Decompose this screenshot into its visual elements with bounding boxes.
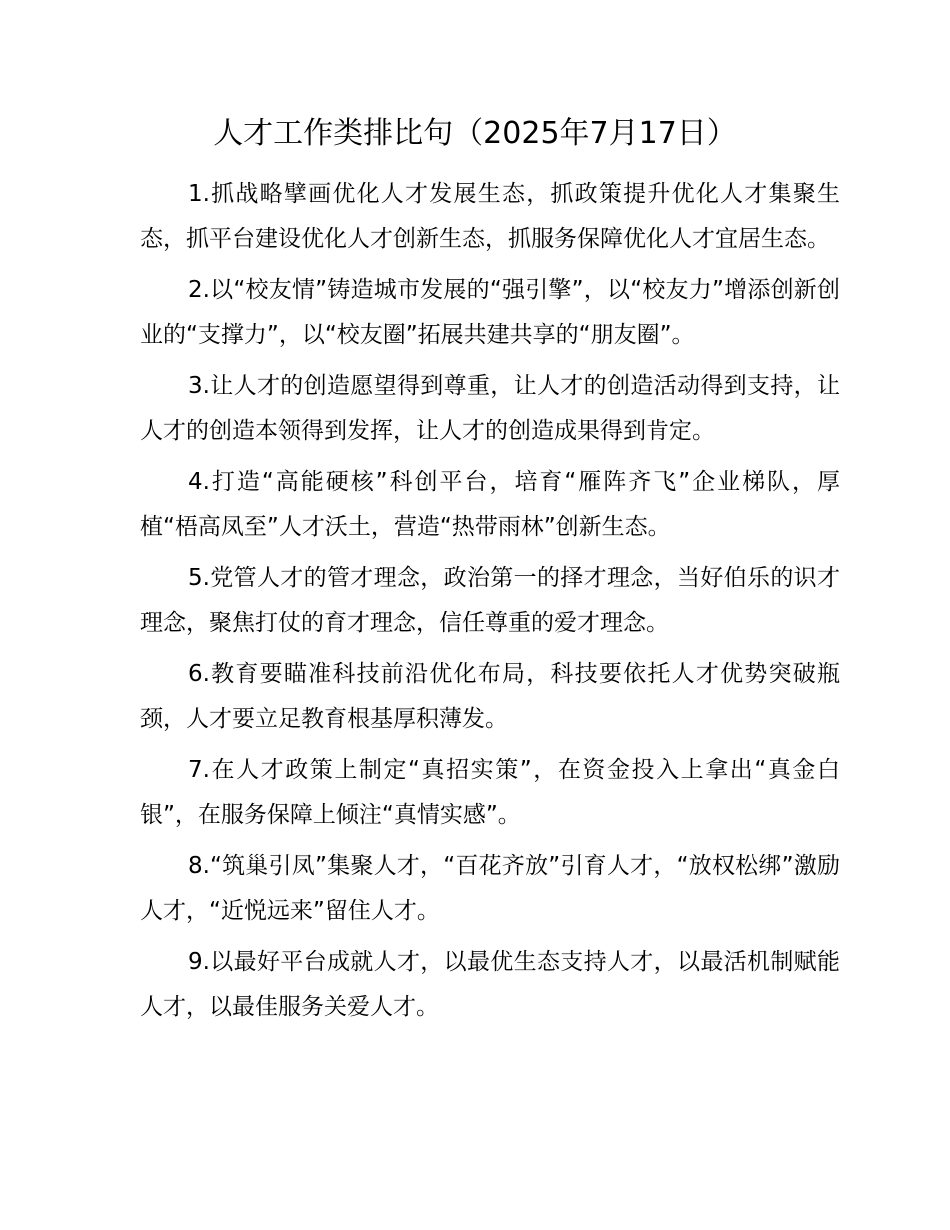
list-item: 1.抓战略擘画优化人才发展生态，抓政策提升优化人才集聚生态，抓平台建设优化人才创新生态，抓服务保障优化人才宜居生态。 xyxy=(140,181,840,252)
list-item: 3.让人才的创造愿望得到尊重，让人才的创造活动得到支持，让人才的创造本领得到发挥，让人才的创造成果得到肯定。 xyxy=(140,373,840,444)
list-item: 4.打造“高能硬核”科创平台，培育“雁阵齐飞”企业梯队，厚植“梧高凤至”人才沃土，营造“热带雨林”创新生态。 xyxy=(140,469,840,540)
list-item: 7.在人才政策上制定“真招实策”，在资金投入上拿出“真金白银”，在服务保障上倾注“真情实感”。 xyxy=(140,757,840,828)
list-item: 2.以“校友情”铸造城市发展的“强引擎”，以“校友力”增添创新创业的“支撑力”，以“校友圈”拓展共建共享的“朋友圈”。 xyxy=(140,277,840,348)
list-item: 8.“筑巢引凤”集聚人才，“百花齐放”引育人才，“放权松绑”激励人才，“近悦远来”留住人才。 xyxy=(140,853,840,924)
list-item: 5.党管人才的管才理念，政治第一的择才理念，当好伯乐的识才理念，聚焦打仗的育才理念，信任尊重的爱才理念。 xyxy=(140,565,840,636)
list-item: 9.以最好平台成就人才，以最优生态支持人才，以最活机制赋能人才，以最佳服务关爱人才。 xyxy=(140,949,840,1020)
sentence-list xyxy=(140,172,840,1036)
list-item: 6.教育要瞄准科技前沿优化布局，科技要依托人才优势突破瓶颈，人才要立足教育根基厚积薄发。 xyxy=(140,661,840,732)
document-title: 人才工作类排比句（2025年7月17日） xyxy=(213,116,737,151)
